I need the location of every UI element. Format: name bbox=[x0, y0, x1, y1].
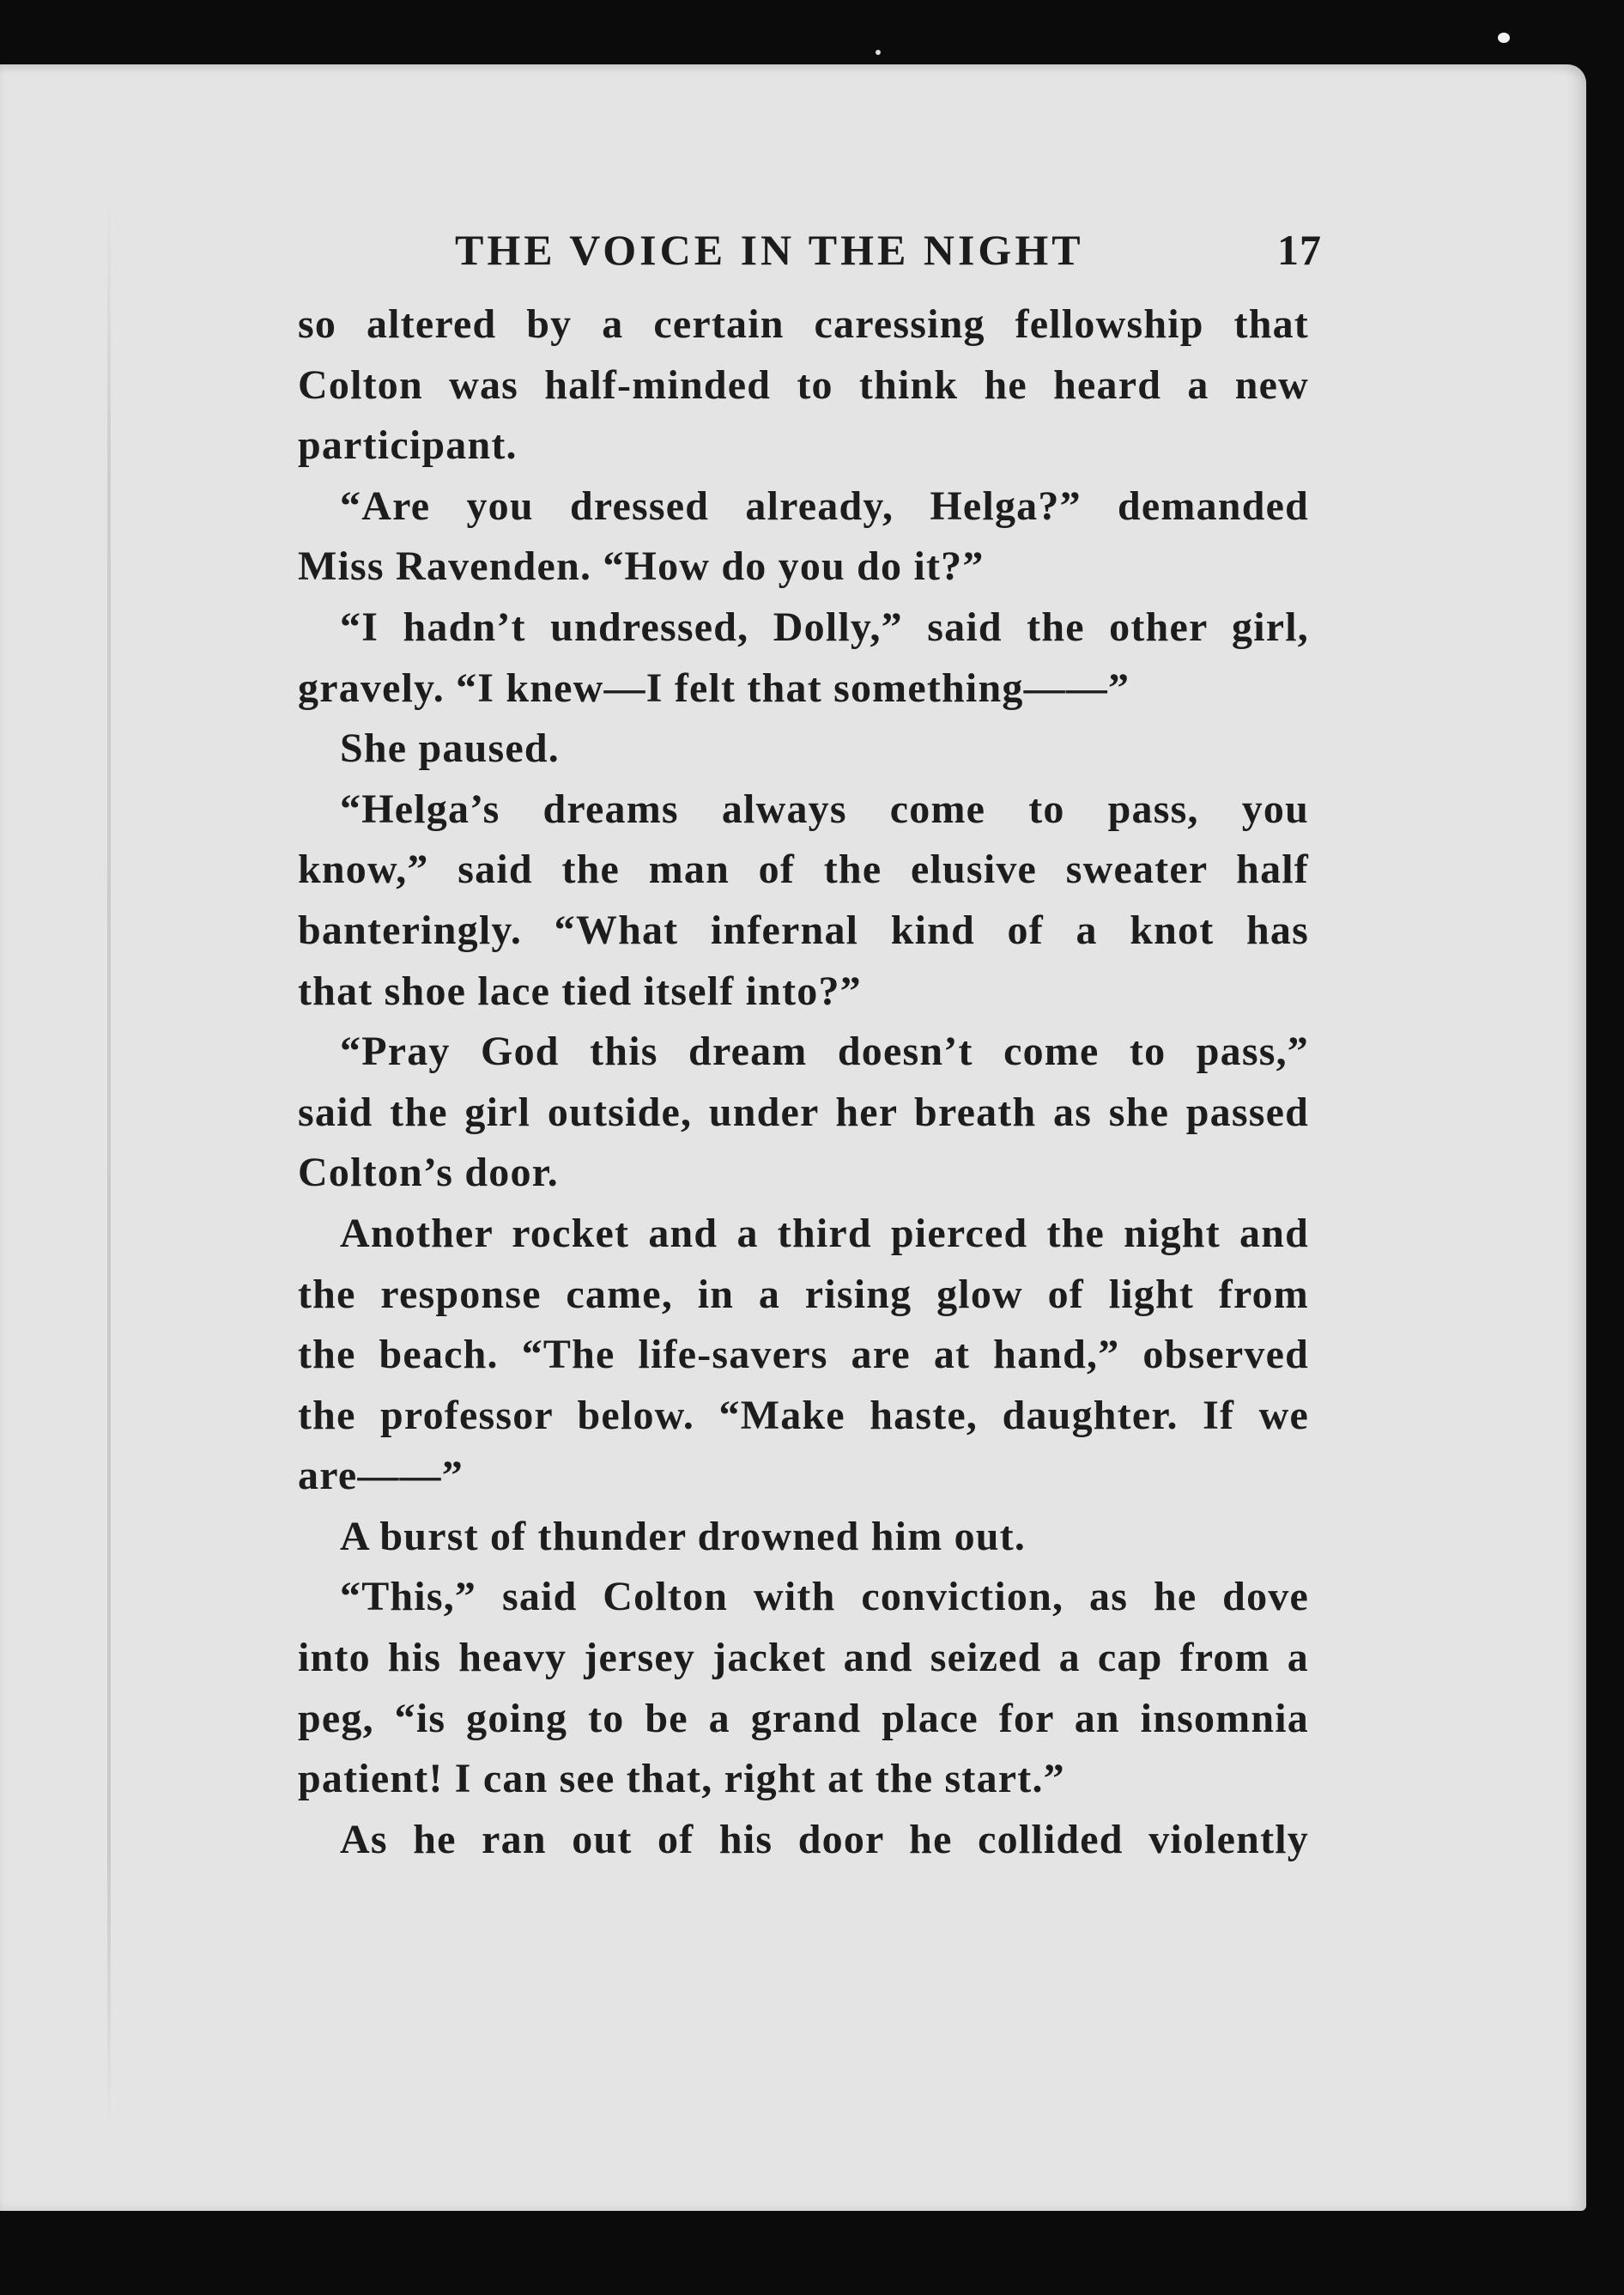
page-number: 17 bbox=[1277, 226, 1322, 274]
text-line: “Are you dressed already, Helga?” demanded bbox=[340, 483, 1309, 529]
dust-speck bbox=[1498, 33, 1510, 43]
text-line: Colton was half-minded to think he heard a new bbox=[298, 361, 1309, 408]
text-line: As he ran out of his door he collided violently bbox=[340, 1816, 1309, 1862]
running-title: THE VOICE IN THE NIGHT bbox=[455, 226, 1084, 274]
text-line: the response came, in a rising glow of light from bbox=[298, 1271, 1309, 1317]
text-line: patient! I can see that, right at the start.” bbox=[298, 1756, 1065, 1802]
text-line: Miss Ravenden. “How do you do it?” bbox=[298, 543, 985, 590]
text-line: “Helga’s dreams always come to pass, you bbox=[340, 786, 1309, 832]
text-line: Another rocket and a third pierced the night and bbox=[340, 1210, 1309, 1256]
text-line: Colton’s door. bbox=[298, 1150, 559, 1196]
page-gutter-shadow bbox=[107, 193, 111, 2134]
body-text bbox=[298, 294, 1309, 1870]
text-line: know,” said the man of the elusive sweater half bbox=[298, 847, 1309, 893]
text-line: are——” bbox=[298, 1453, 464, 1499]
text-line: that shoe lace tied itself into?” bbox=[298, 968, 862, 1014]
text-line: into his heavy jersey jacket and seized a cap from a bbox=[298, 1635, 1309, 1681]
text-line: She paused. bbox=[340, 726, 560, 772]
text-line: so altered by a certain caressing fellowship that bbox=[298, 301, 1309, 347]
text-line: the professor below. “Make haste, daughter. If we bbox=[298, 1392, 1309, 1438]
text-line: “Pray God this dream doesn’t come to pass,” bbox=[340, 1029, 1309, 1075]
text-line: said the girl outside, under her breath as she passed bbox=[298, 1089, 1309, 1135]
text-line: banteringly. “What infernal kind of a knot has bbox=[298, 907, 1309, 953]
text-line: gravely. “I knew—I felt that something——” bbox=[298, 665, 1130, 711]
text-line: the beach. “The life-savers are at hand,” observed bbox=[298, 1332, 1309, 1378]
text-line: participant. bbox=[298, 422, 518, 469]
text-line: “I hadn’t undressed, Dolly,” said the other girl, bbox=[340, 604, 1309, 650]
dust-speck bbox=[876, 50, 881, 55]
text-line: “This,” said Colton with conviction, as he dove bbox=[340, 1574, 1309, 1620]
running-header bbox=[455, 225, 1322, 285]
text-line: A burst of thunder drowned him out. bbox=[340, 1513, 1027, 1559]
text-line: peg, “is going to be a grand place for an insomnia bbox=[298, 1695, 1309, 1741]
